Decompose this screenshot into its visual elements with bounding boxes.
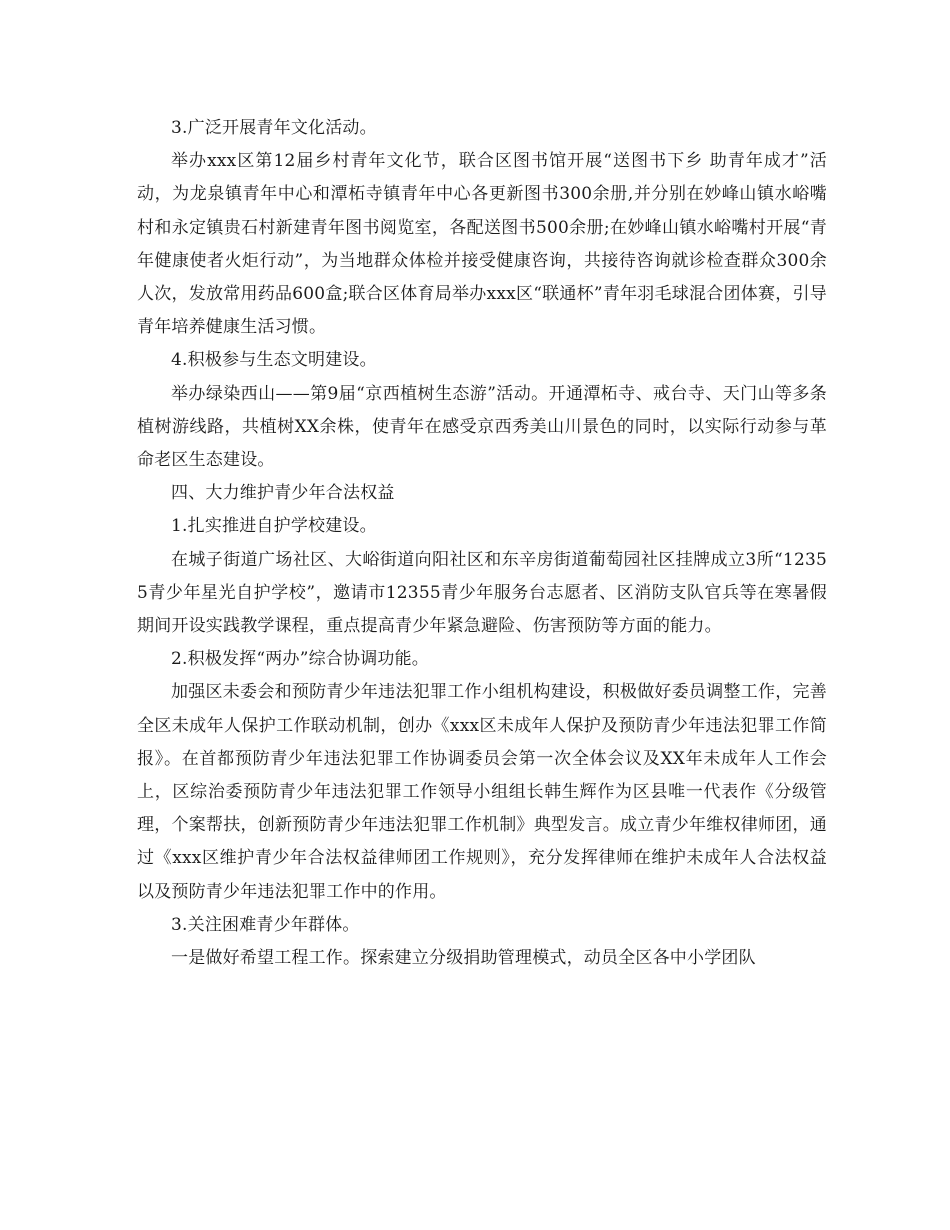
document-body [137, 112, 827, 975]
section-subheading: 3.关注困难青少年群体。 [171, 914, 360, 935]
body-paragraph: 举办xxx区第12届乡村青年文化节，联合区图书馆开展“送图书下乡 助青年成才”活动，为龙泉镇青年中心和潭柘寺镇青年中心各更新图书300余册,并分别在妙峰山镇水峪嘴村和永定镇贵石村新建青年图书阅览室，各配送图书500余册;在妙峰山镇水峪嘴村开展“青年健康使者火炬行动”，为当地群众体检并接受健康咨询，共接待咨询就诊检查群众300余人次，发放常用药品600盒;联合区体育局举办xxx区“联通杯”青年羽毛球混合团体赛，引导青年培养健康生活习惯。 [137, 151, 827, 338]
section-subheading: 3.广泛开展青年文化活动。 [171, 118, 377, 138]
section-heading: 四、大力维护青少年合法权益 [171, 483, 395, 504]
body-paragraph: 在城子街道广场社区、大峪街道向阳社区和东辛房街道葡萄园社区挂牌成立3所“12355青少年星光自护学校”，邀请市12355青少年服务台志愿者、区消防支队官兵等在寒暑假期间开设实践教学课程，重点提高青少年紧急避险、伤害预防等方面的能力。 [137, 549, 827, 637]
body-paragraph: 一是做好希望工程工作。探索建立分级捐助管理模式，动员全区各中小学团队 [171, 948, 756, 969]
section-subheading: 4.积极参与生态文明建设。 [171, 350, 377, 371]
section-subheading: 2.积极发挥“两办”综合协调功能。 [171, 649, 430, 670]
section-subheading: 1.扎实推进自护学校建设。 [171, 516, 377, 537]
body-paragraph: 举办绿染西山——第9届“京西植树生态游”活动。开通潭柘寺、戒台寺、天门山等多条植树游线路，共植树XX余株，使青年在感受京西秀美山川景色的同时，以实际行动参与革命老区生态建设。 [137, 383, 827, 471]
body-paragraph: 加强区未委会和预防青少年违法犯罪工作小组机构建设，积极做好委员调整工作，完善全区未成年人保护工作联动机制，创办《xxx区未成年人保护及预防青少年违法犯罪工作简报》。在首都预防青少年违法犯罪工作协调委员会第一次全体会议及XX年未成年人工作会上，区综治委预防青少年违法犯罪工作领导小组组长韩生辉作为区县唯一代表作《分级管理，个案帮扶，创新预防青少年违法犯罪工作机制》典型发言。成立青少年维权律师团，通过《xxx区维护青少年合法权益律师团工作规则》，充分发挥律师在维护未成年人合法权益以及预防青少年违法犯罪工作中的作用。 [137, 682, 827, 902]
